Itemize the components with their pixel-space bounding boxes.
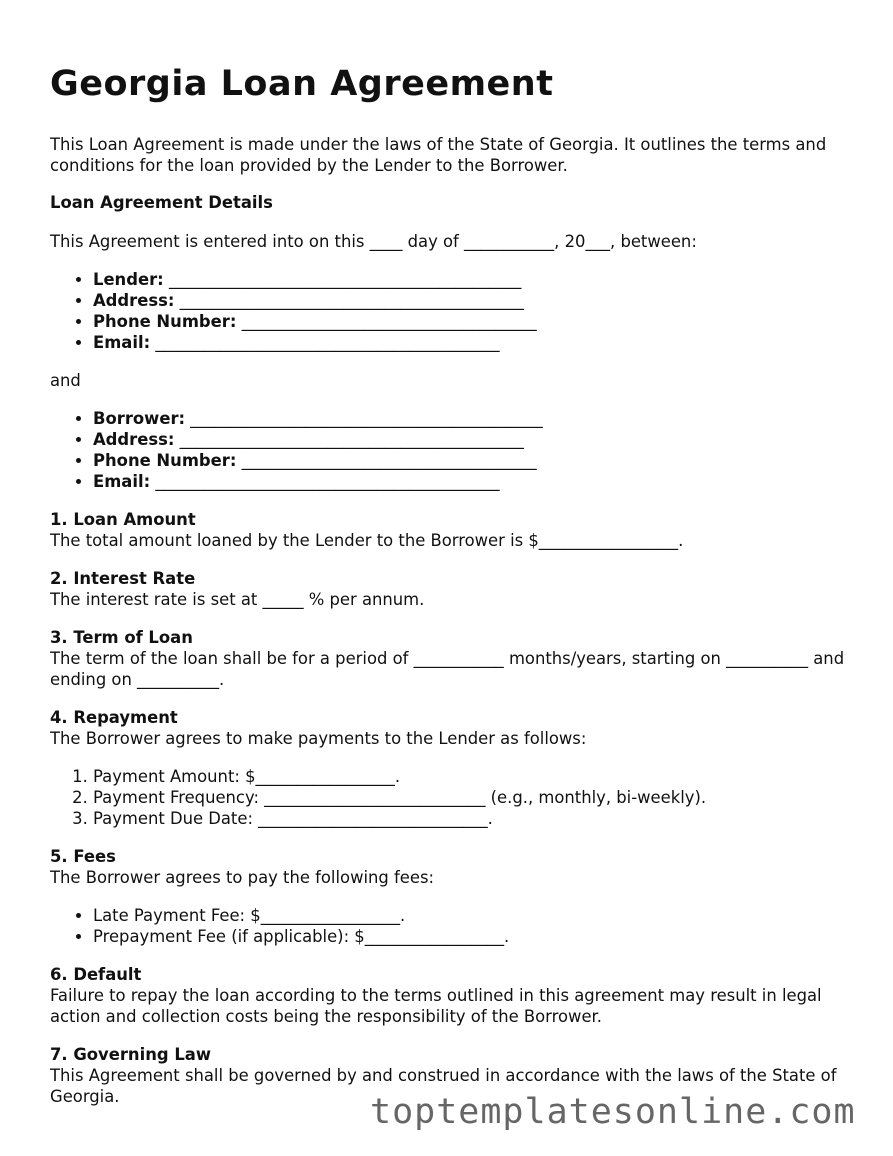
section-heading: 5. Fees (50, 847, 116, 866)
entered-line: This Agreement is entered into on this ____ day of ___________, 20___, between: (50, 232, 697, 251)
section-default (50, 964, 850, 1027)
section-heading: 6. Default (50, 965, 142, 984)
section-loan-amount (50, 509, 850, 551)
section-interest-rate (50, 568, 850, 610)
field-label: Address: (93, 430, 175, 449)
watermark: toptemplatesonline.com (370, 1092, 856, 1132)
section-text: The total amount loaned by the Lender to the Borrower is $_________________. (50, 531, 684, 550)
section-heading: 7. Governing Law (50, 1045, 211, 1064)
section-text: The Borrower agrees to make payments to the Lender as follows: (50, 729, 587, 748)
section-heading: 3. Term of Loan (50, 628, 193, 647)
repayment-list (50, 766, 850, 829)
borrower-address-field (93, 429, 850, 450)
section-text: The Borrower agrees to pay the following fees: (50, 868, 435, 887)
field-blank: __________________________________________ (179, 430, 524, 449)
field-label: Borrower: (93, 409, 186, 428)
field-blank: ___________________________________________ (190, 409, 543, 428)
borrower-email-field (93, 471, 850, 492)
field-blank: __________________________________________ (179, 291, 524, 310)
field-label: Address: (93, 291, 175, 310)
document-title: Georgia Loan Agreement (50, 64, 554, 104)
section-fees (50, 846, 850, 947)
lender-fields-list (50, 269, 850, 353)
section-text: The interest rate is set at _____ % per annum. (50, 590, 425, 609)
section-heading: 2. Interest Rate (50, 569, 196, 588)
intro-paragraph: This Loan Agreement is made under the laws of the State of Georgia. It outlines the terms and conditions for the loan provided by the Lender to the Borrower. (50, 135, 827, 175)
document (50, 64, 850, 1124)
section-text: The term of the loan shall be for a period of ___________ months/years, starting on __________ and ending on __________. (50, 649, 845, 689)
borrower-name-field (93, 408, 850, 429)
field-blank: ____________________________________ (241, 312, 537, 331)
list-item: 1. Payment Amount: $_________________. (93, 766, 850, 787)
section-repayment (50, 707, 850, 829)
details-heading: Loan Agreement Details (50, 193, 273, 212)
lender-address-field (93, 290, 850, 311)
field-label: Email: (93, 472, 151, 491)
field-label: Email: (93, 333, 151, 352)
section-text: Failure to repay the loan according to the terms outlined in this agreement may result in legal action and collection costs being the responsibility of the Borrower. (50, 986, 822, 1026)
list-item: • Prepayment Fee (if applicable): $_________________. (93, 926, 850, 947)
section-heading: 4. Repayment (50, 708, 178, 727)
field-label: Lender: (93, 270, 164, 289)
borrower-fields-list (50, 408, 850, 492)
field-label: Phone Number: (93, 312, 237, 331)
section-text: This Agreement shall be governed by and construed in accordance with the laws of the State of Georgia. (50, 1066, 837, 1106)
and-text: and (50, 371, 81, 390)
section-term-of-loan (50, 627, 850, 690)
list-item: • Late Payment Fee: $_________________. (93, 905, 850, 926)
field-label: Phone Number: (93, 451, 237, 470)
lender-email-field (93, 332, 850, 353)
lender-phone-field (93, 311, 850, 332)
section-heading: 1. Loan Amount (50, 510, 196, 529)
field-blank: ____________________________________ (241, 451, 537, 470)
lender-name-field (93, 269, 850, 290)
borrower-phone-field (93, 450, 850, 471)
list-item: 3. Payment Due Date: ____________________________. (93, 808, 850, 829)
field-blank: ___________________________________________ (168, 270, 522, 289)
fees-list (50, 905, 850, 947)
field-blank: __________________________________________ (155, 333, 500, 352)
field-blank: __________________________________________ (155, 472, 500, 491)
list-item: 2. Payment Frequency: ___________________________ (e.g., monthly, bi-weekly). (93, 787, 850, 808)
